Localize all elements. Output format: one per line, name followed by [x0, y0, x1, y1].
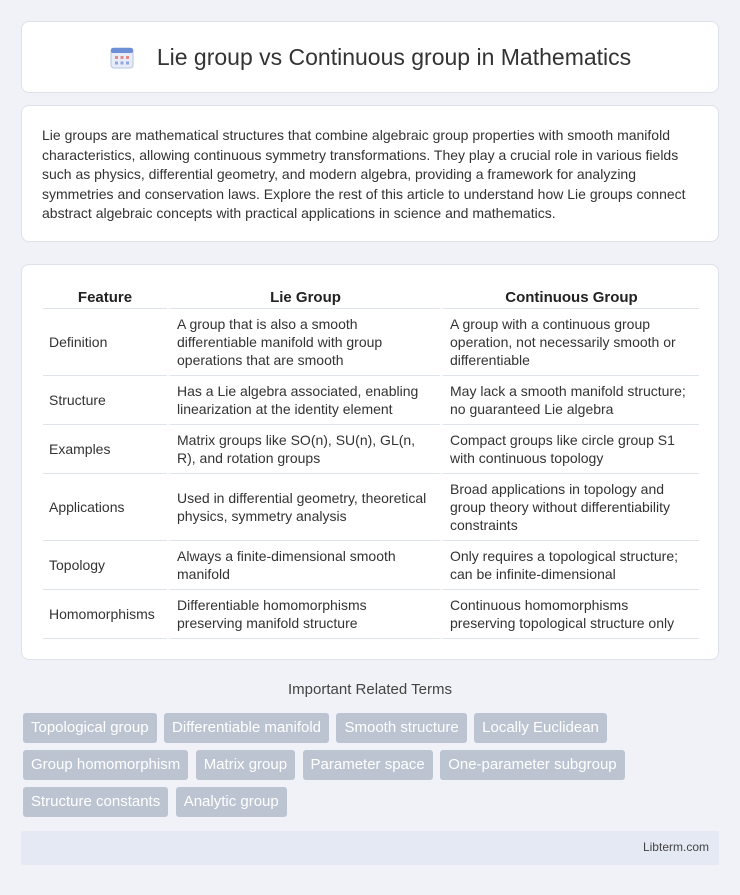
row-feature: Structure: [43, 376, 167, 425]
related-term-tag[interactable]: Matrix group: [196, 750, 295, 780]
table-row: [43, 474, 699, 541]
footer: [21, 831, 719, 865]
row-continuous-group: Broad applications in topology and group theory without differentiability constraints: [440, 474, 699, 541]
intro-paragraph: Lie groups are mathematical structures that combine algebraic group properties with smooth manifold characteristics, allowing continuous symmetry transformations. They play a crucial role in various fields such as physics, differential geometry, and modern algebra, providing a framework for analyzing symmetries and conservation laws. Explore the rest of this article to understand how Lie groups connect abstract algebraic concepts with practical applications in science and mathematics.: [42, 127, 686, 222]
row-feature: Applications: [43, 474, 167, 541]
related-term-tag[interactable]: Topological group: [23, 713, 157, 743]
header-feature: Feature: [43, 285, 167, 309]
related-term-tag[interactable]: Structure constants: [23, 787, 168, 817]
table-row: [43, 425, 699, 474]
related-term-tag[interactable]: Differentiable manifold: [164, 713, 329, 743]
related-term-tag[interactable]: One-parameter subgroup: [440, 750, 624, 780]
row-lie-group: Used in differential geometry, theoretical physics, symmetry analysis: [167, 474, 440, 541]
row-lie-group: Matrix groups like SO(n), SU(n), GL(n, R), and rotation groups: [167, 425, 440, 474]
row-lie-group: Differentiable homomorphisms preserving manifold structure: [167, 590, 440, 639]
row-feature: Definition: [43, 309, 167, 376]
header-lie-group: Lie Group: [167, 285, 440, 309]
page-title: Lie group vs Continuous group in Mathematics: [156, 43, 632, 70]
row-lie-group: Always a finite-dimensional smooth manifold: [167, 541, 440, 590]
table-header-row: [43, 285, 699, 309]
footer-site-link[interactable]: Libterm.com: [642, 840, 709, 854]
intro-card: [21, 105, 719, 242]
related-term-tag[interactable]: Parameter space: [303, 750, 433, 780]
table-row: [43, 541, 699, 590]
row-feature: Topology: [43, 541, 167, 590]
row-lie-group: A group that is also a smooth differentiable manifold with group operations that are smooth: [167, 309, 440, 376]
related-term-tag[interactable]: Locally Euclidean: [474, 713, 607, 743]
table-row: [43, 590, 699, 639]
related-term-tag[interactable]: Analytic group: [176, 787, 287, 817]
row-continuous-group: Only requires a topological structure; can be infinite-dimensional: [440, 541, 699, 590]
row-continuous-group: Compact groups like circle group S1 with continuous topology: [440, 425, 699, 474]
row-continuous-group: A group with a continuous group operation, not necessarily smooth or differentiable: [440, 309, 699, 376]
table-row: [43, 376, 699, 425]
row-continuous-group: Continuous homomorphisms preserving topological structure only: [440, 590, 699, 639]
related-terms-title: Important Related Terms: [288, 681, 452, 698]
table-row: [43, 309, 699, 376]
related-term-tag[interactable]: Smooth structure: [336, 713, 466, 743]
related-term-tag[interactable]: Group homomorphism: [23, 750, 188, 780]
title-card: [21, 21, 719, 93]
row-feature: Examples: [43, 425, 167, 474]
row-feature: Homomorphisms: [43, 590, 167, 639]
comparison-card: [21, 264, 719, 660]
related-terms-list: [23, 713, 723, 824]
row-lie-group: Has a Lie algebra associated, enabling linearization at the identity element: [167, 376, 440, 425]
row-continuous-group: May lack a smooth manifold structure; no guaranteed Lie algebra: [440, 376, 699, 425]
comparison-table: [43, 285, 699, 639]
calendar-grid-icon: [109, 44, 135, 70]
header-continuous-group: Continuous Group: [440, 285, 699, 309]
